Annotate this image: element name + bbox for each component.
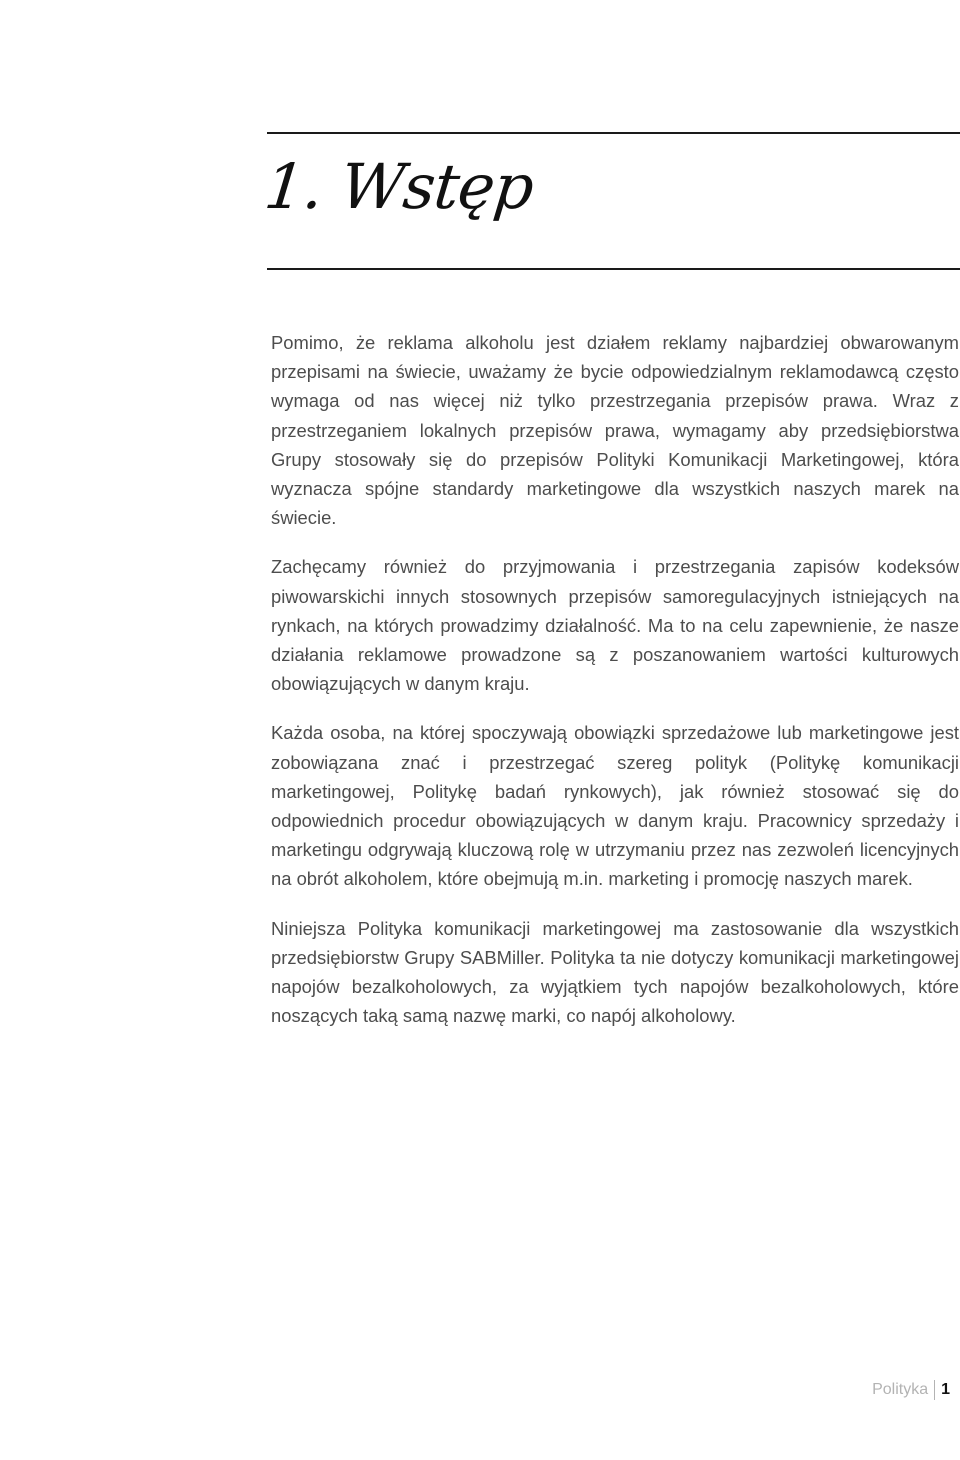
paragraph-4: Niniejsza Polityka komunikacji marketingowej ma zastosowanie dla wszystkich przedsiębiorstw Grupy SABMiller. Polityka ta nie dotyczy komunikacji marketingowej napojów bezalkoholowych, za wyjątkiem tych napojów bezalkoholowych, które noszących taką samą nazwę marki, co napój alkoholowy. [271, 917, 959, 1027]
paragraph-1: Pomimo, że reklama alkoholu jest działem reklamy najbardziej obwarowanym przepisami na świecie, uważamy że bycie odpowiedzialnym reklamodawcą często wymaga od nas więcej niż tylko przestrzegania przepisów prawa. Wraz z przestrzeganiem lokalnych przepisów prawa, wymagamy aby przedsiębiorstwa Grupy stosowały się do przepisów Polityki Komunikacji Marketingowej, która wyznacza spójne standardy marketingowe dla wszystkich naszych marek na świecie. [271, 332, 959, 529]
top-rule [267, 132, 960, 134]
section-title: 1. Wstęp [261, 150, 537, 223]
page-footer [872, 1380, 950, 1400]
footer-separator [934, 1380, 935, 1400]
paragraph-3: Każda osoba, na której spoczywają obowiązki sprzedażowe lub marketingowe jest zobowiązana znać i przestrzegać szereg polityk (Politykę komunikacji marketingowej, Politykę badań rynkowych), jak również stosować się do odpowiednich procedur obowiązujących w danym kraju. Pracownicy sprzedaży i marketingu odgrywają kluczową rolę w utrzymaniu przez nas zezwoleń licencyjnych na obrót alkoholem, które obejmują m.in. marketing i promocję naszych marek. [271, 722, 959, 890]
body-text [271, 328, 959, 1050]
page-number: 1 [941, 1381, 950, 1398]
footer-label: Polityka [872, 1381, 929, 1398]
bottom-rule [267, 268, 960, 270]
paragraph-2: Zachęcamy również do przyjmowania i przestrzegania zapisów kodeksów piwowarskichi innych stosownych przepisów samoregulacyjnych istniejących na rynkach, na których prowadzimy działalność. Ma to na celu zapewnienie, że nasze działania reklamowe prowadzone są z poszanowaniem wartości kulturowych obowiązujących w danym kraju. [271, 556, 959, 695]
